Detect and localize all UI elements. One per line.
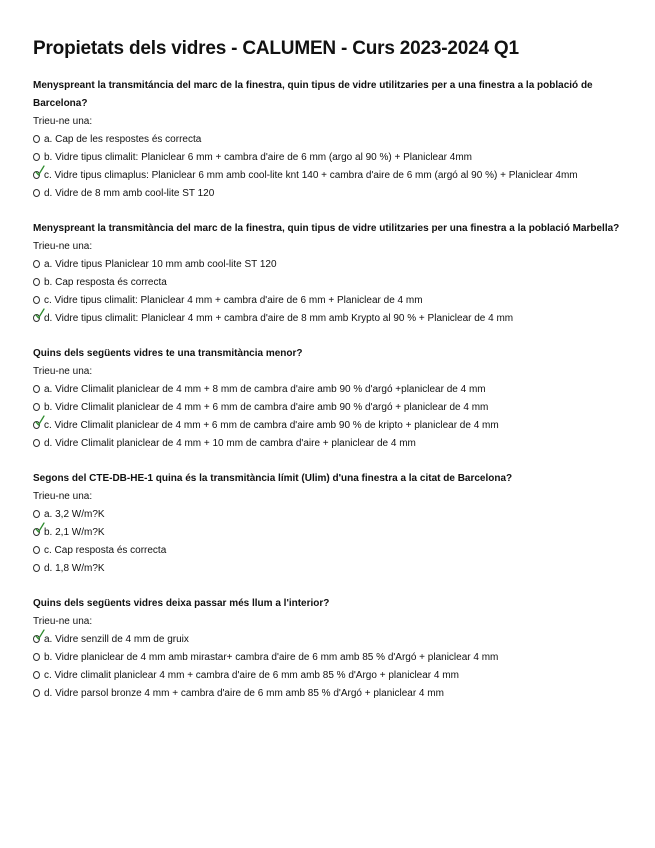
question-block (33, 77, 633, 203)
radio-circle-icon (33, 153, 40, 161)
question-block (33, 345, 633, 453)
answer-option-label: c. Vidre tipus climaplus: Planiclear 6 mm amb cool-lite knt 140 + cambra d'aire de 6 mm (argó al 90 %) + Planiclear 4mm (44, 170, 578, 181)
answer-option[interactable] (33, 506, 633, 524)
answer-option-label: b. Vidre planiclear de 4 mm amb mirastar+ cambra d'aire de 6 mm amb 85 % d'Argó + planiclear 4 mm (44, 652, 499, 663)
question-text: Segons del CTE-DB-HE-1 quina és la transmitància límit (Ulim) d'una finestra a la citat de Barcelona? (33, 473, 513, 484)
answer-option[interactable] (33, 560, 633, 578)
answer-option-label: a. 3,2 W/m?K (44, 509, 105, 520)
answer-option-label: d. Vidre parsol bronze 4 mm + cambra d'aire de 6 mm amb 85 % d'Argó + planiclear 4 mm (44, 688, 444, 699)
radio-button[interactable] (33, 685, 43, 703)
answer-option[interactable] (33, 131, 633, 149)
radio-circle-icon (33, 439, 40, 447)
radio-button[interactable] (33, 167, 43, 185)
radio-circle-icon (33, 546, 40, 554)
radio-button[interactable] (33, 185, 43, 203)
radio-circle-icon (33, 403, 40, 411)
question-block (33, 595, 633, 703)
question-block (33, 220, 633, 328)
question-text: Quins dels següents vidres te una transmitància menor? (33, 348, 303, 359)
answer-option[interactable] (33, 417, 633, 435)
question-text: Menyspreant la transmitáncia del marc de la finestra, quin tipus de vidre utilitzaries per a una finestra a la població de Barcelona? (33, 80, 593, 109)
question-instruction: Trieu-ne una: (33, 616, 93, 627)
answer-option[interactable] (33, 631, 633, 649)
question-instruction: Trieu-ne una: (33, 241, 93, 252)
answer-option-label: b. Cap resposta és correcta (44, 277, 167, 288)
answer-option-label: c. Vidre tipus climalit: Planiclear 4 mm + cambra d'aire de 6 mm + Planiclear de 4 mm (44, 295, 423, 306)
question-list (33, 77, 633, 703)
answer-option[interactable] (33, 667, 633, 685)
quiz-document (33, 34, 633, 720)
answer-option[interactable] (33, 149, 633, 167)
answer-option-label: d. Vidre de 8 mm amb cool-lite ST 120 (44, 188, 215, 199)
radio-button[interactable] (33, 560, 43, 578)
question-instruction: Trieu-ne una: (33, 116, 93, 127)
radio-button[interactable] (33, 131, 43, 149)
answer-option[interactable] (33, 435, 633, 453)
question-instruction: Trieu-ne una: (33, 491, 93, 502)
checkmark-icon (35, 415, 45, 427)
radio-button[interactable] (33, 435, 43, 453)
checkmark-icon (35, 165, 45, 177)
radio-circle-icon (33, 385, 40, 393)
answer-option-label: d. 1,8 W/m?K (44, 563, 105, 574)
radio-circle-icon (33, 296, 40, 304)
answer-option-label: c. Vidre Climalit planiclear de 4 mm + 6 mm de cambra d'aire amb 90 % de kripto + planiclear de 4 mm (44, 420, 499, 431)
answer-option[interactable] (33, 524, 633, 542)
radio-button[interactable] (33, 274, 43, 292)
radio-circle-icon (33, 653, 40, 661)
radio-circle-icon (33, 260, 40, 268)
radio-circle-icon (33, 189, 40, 197)
answer-option-label: a. Vidre senzill de 4 mm de gruix (44, 634, 189, 645)
checkmark-icon (35, 308, 45, 320)
answer-option-label: d. Vidre Climalit planiclear de 4 mm + 10 mm de cambra d'aire + planiclear de 4 mm (44, 438, 416, 449)
answer-option-label: b. 2,1 W/m?K (44, 527, 105, 538)
answer-option[interactable] (33, 542, 633, 560)
radio-button[interactable] (33, 310, 43, 328)
checkmark-icon (35, 629, 45, 641)
question-text: Menyspreant la transmitància del marc de la finestra, quin tipus de vidre utilitzaries per una finestra a la població Marbella? (33, 223, 620, 234)
radio-circle-icon (33, 278, 40, 286)
answer-option-label: b. Vidre tipus climalit: Planiclear 6 mm + cambra d'aire de 6 mm (argo al 90 %) + Planiclear 4mm (44, 152, 473, 163)
radio-circle-icon (33, 135, 40, 143)
answer-option[interactable] (33, 167, 633, 185)
page-title: Propietats dels vidres - CALUMEN - Curs 2023-2024 Q1 (33, 38, 519, 59)
checkmark-icon (35, 522, 45, 534)
radio-button[interactable] (33, 256, 43, 274)
radio-button[interactable] (33, 667, 43, 685)
answer-option-label: d. Vidre tipus climalit: Planiclear 4 mm + cambra d'aire de 8 mm amb Krypto al 90 % + Planiclear de 4 mm (44, 313, 514, 324)
radio-button[interactable] (33, 381, 43, 399)
answer-option[interactable] (33, 399, 633, 417)
radio-circle-icon (33, 689, 40, 697)
radio-circle-icon (33, 564, 40, 572)
question-block (33, 470, 633, 578)
question-instruction: Trieu-ne una: (33, 366, 93, 377)
answer-option[interactable] (33, 256, 633, 274)
radio-circle-icon (33, 671, 40, 679)
radio-button[interactable] (33, 542, 43, 560)
radio-circle-icon (33, 510, 40, 518)
radio-button[interactable] (33, 649, 43, 667)
answer-option-label: c. Vidre climalit planiclear 4 mm + cambra d'aire de 6 mm amb 85 % d'Argo + planiclear 4 mm (44, 670, 459, 681)
question-text: Quins dels següents vidres deixa passar més llum a l'interior? (33, 598, 330, 609)
answer-option[interactable] (33, 274, 633, 292)
answer-option[interactable] (33, 310, 633, 328)
radio-button[interactable] (33, 631, 43, 649)
answer-option-label: c. Cap resposta és correcta (44, 545, 167, 556)
radio-button[interactable] (33, 417, 43, 435)
answer-option-label: a. Cap de les respostes és correcta (44, 134, 202, 145)
answer-option[interactable] (33, 685, 633, 703)
answer-option-label: a. Vidre Climalit planiclear de 4 mm + 8 mm de cambra d'aire amb 90 % d'argó +planiclear de 4 mm (44, 384, 486, 395)
answer-option[interactable] (33, 292, 633, 310)
answer-option[interactable] (33, 185, 633, 203)
answer-option[interactable] (33, 381, 633, 399)
answer-option[interactable] (33, 649, 633, 667)
answer-option-label: b. Vidre Climalit planiclear de 4 mm + 6 mm de cambra d'aire amb 90 % d'argó + planiclear de 4 mm (44, 402, 489, 413)
radio-button[interactable] (33, 524, 43, 542)
answer-option-label: a. Vidre tipus Planiclear 10 mm amb cool-lite ST 120 (44, 259, 277, 270)
